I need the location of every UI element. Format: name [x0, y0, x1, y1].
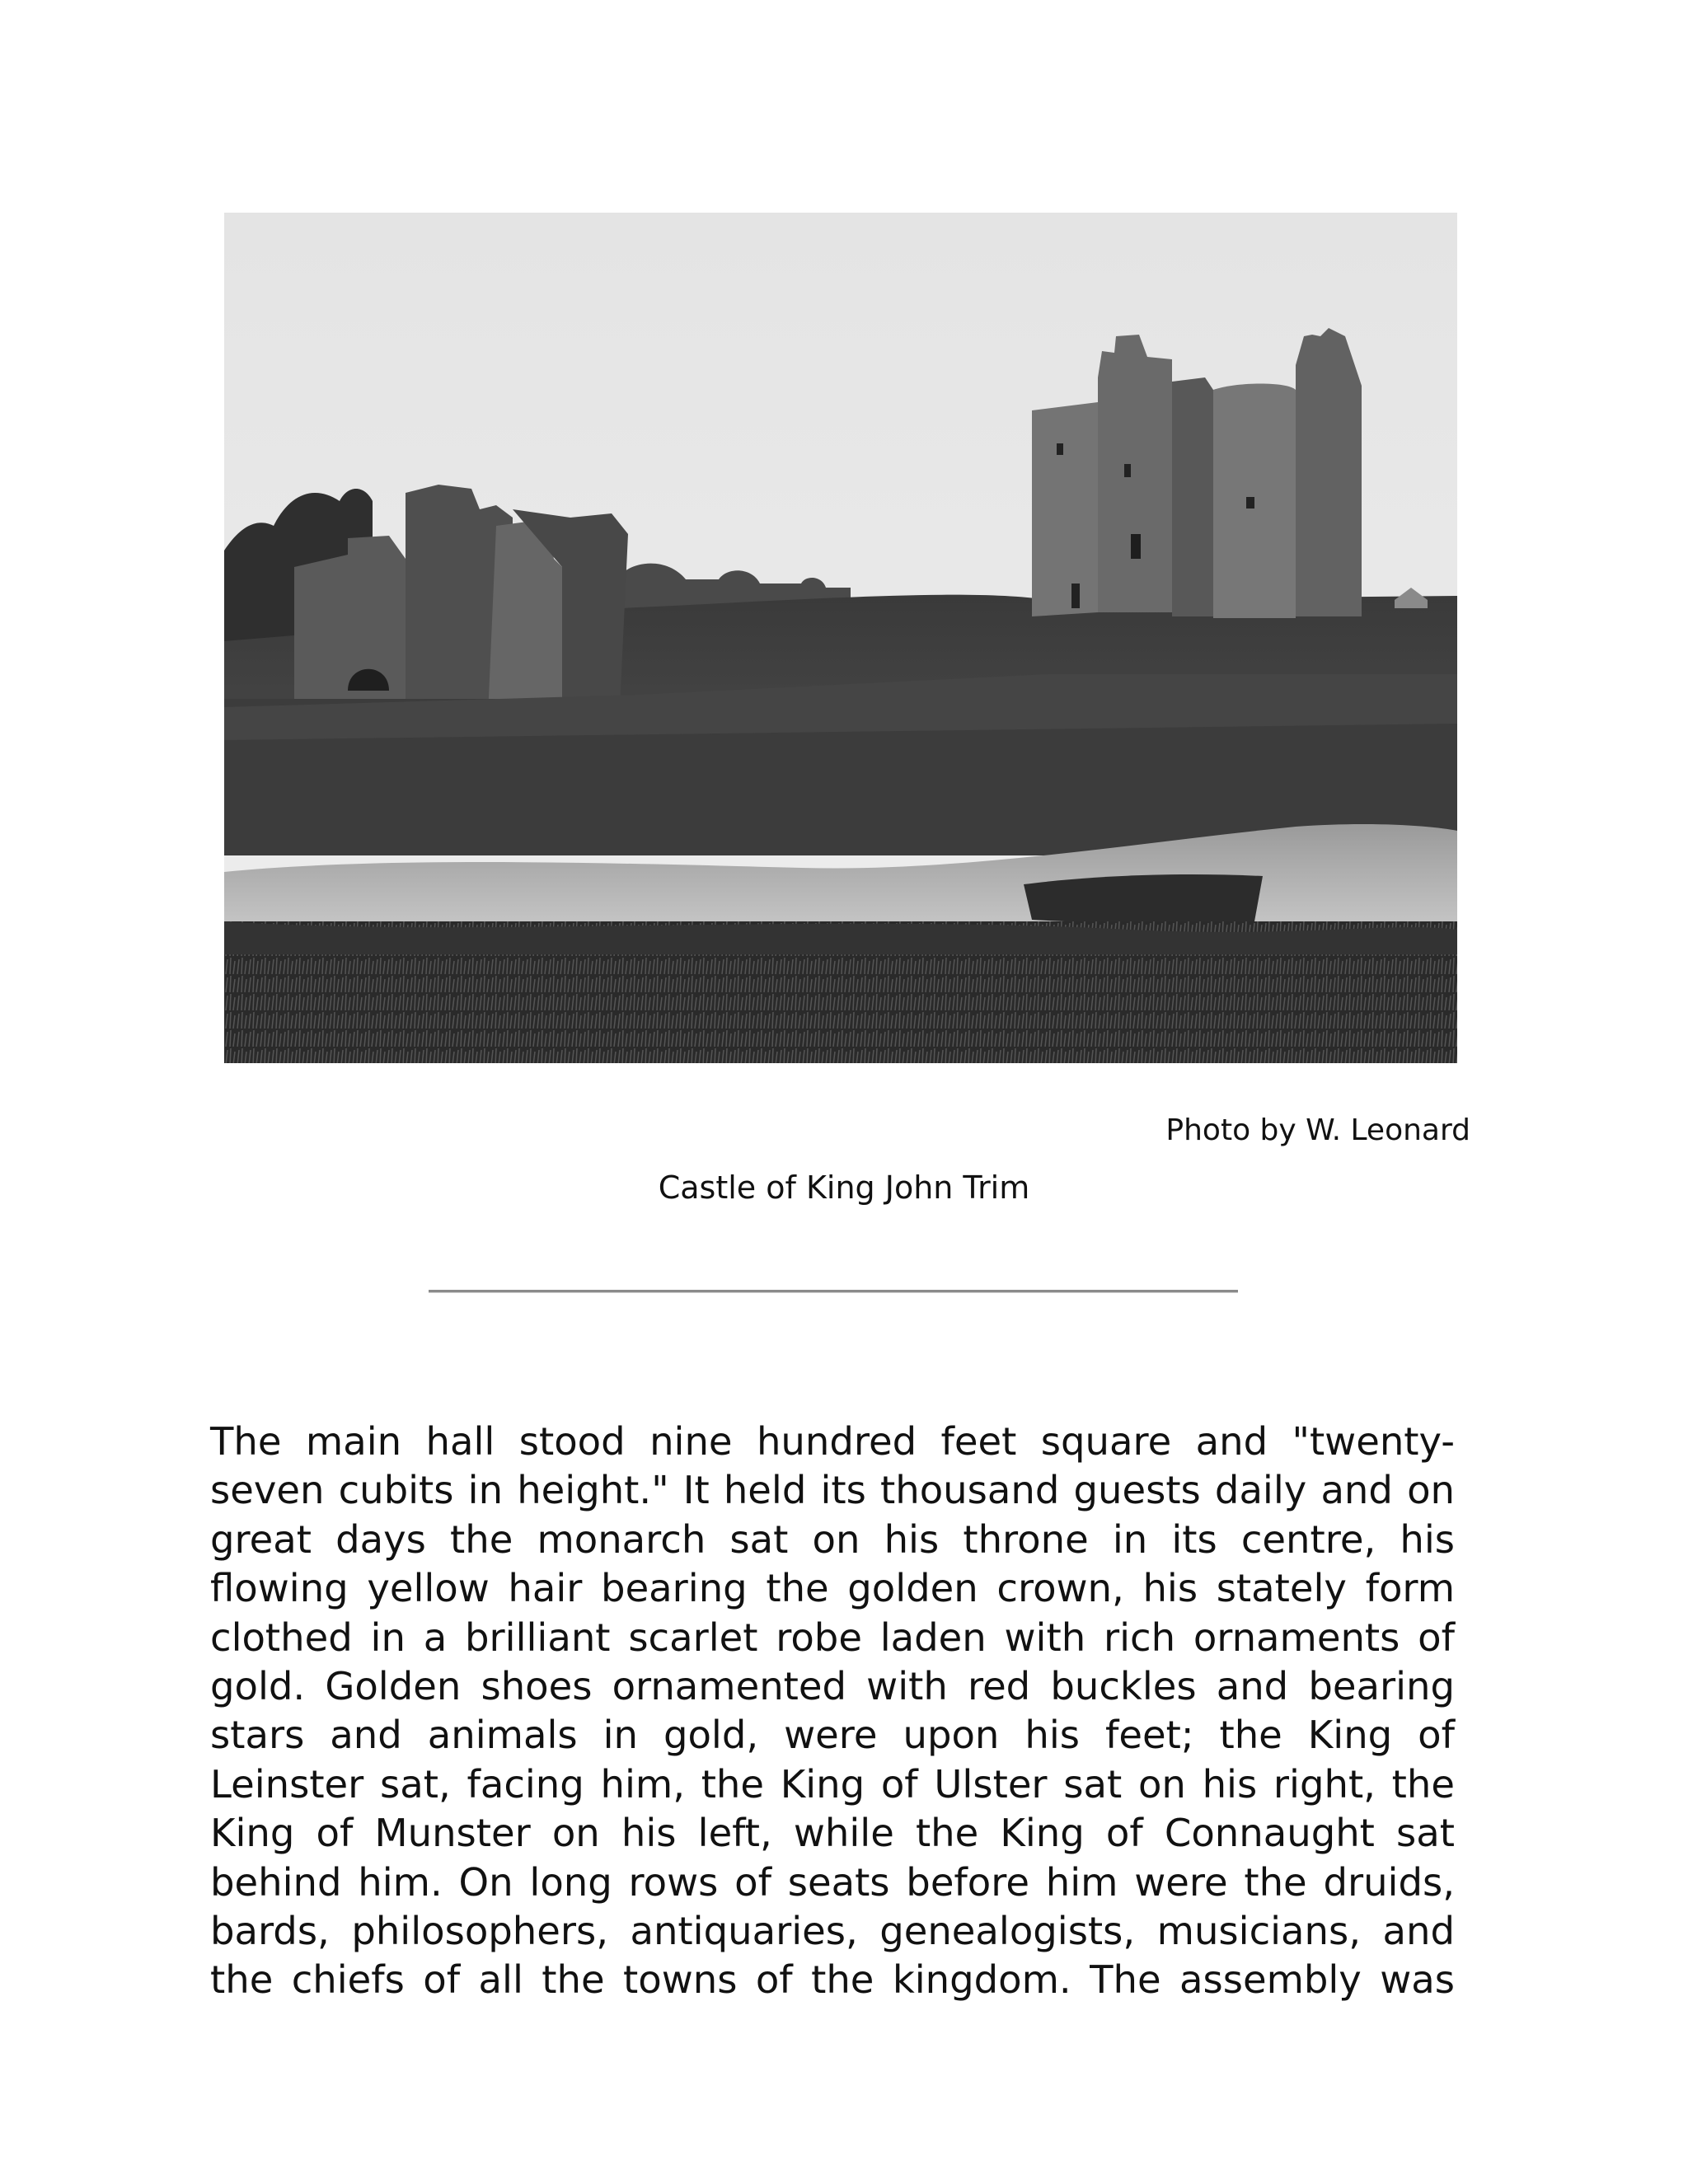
castle-photo	[224, 213, 1457, 1063]
photo-credit: Photo by W. Leonard	[1165, 1113, 1470, 1147]
photo-caption: Castle of King John Trim	[658, 1169, 1030, 1206]
divider	[429, 1290, 1238, 1293]
body-paragraph: The main hall stood nine hundred feet square and "twenty-seven cubits in height." It held its thousand guests daily and on great days the monarch sat on his throne in its centre, his flowing yellow hair bearing the golden crown, his stately form clothed in a brilliant scarlet robe laden with rich ornaments of gold. Golden shoes ornamented with red buckles and bearing stars and animals in gold, were upon his feet; the King of Leinster sat, facing him, the King of Ulster sat on his right, the King of Munster on his left, while the King of Connaught sat behind him. On long rows of seats before him were the druids, bards, philosophers, antiquaries, genealogists, musicians, and the chiefs of all the towns of the kingdom. The assembly was	[210, 1419, 1455, 2003]
